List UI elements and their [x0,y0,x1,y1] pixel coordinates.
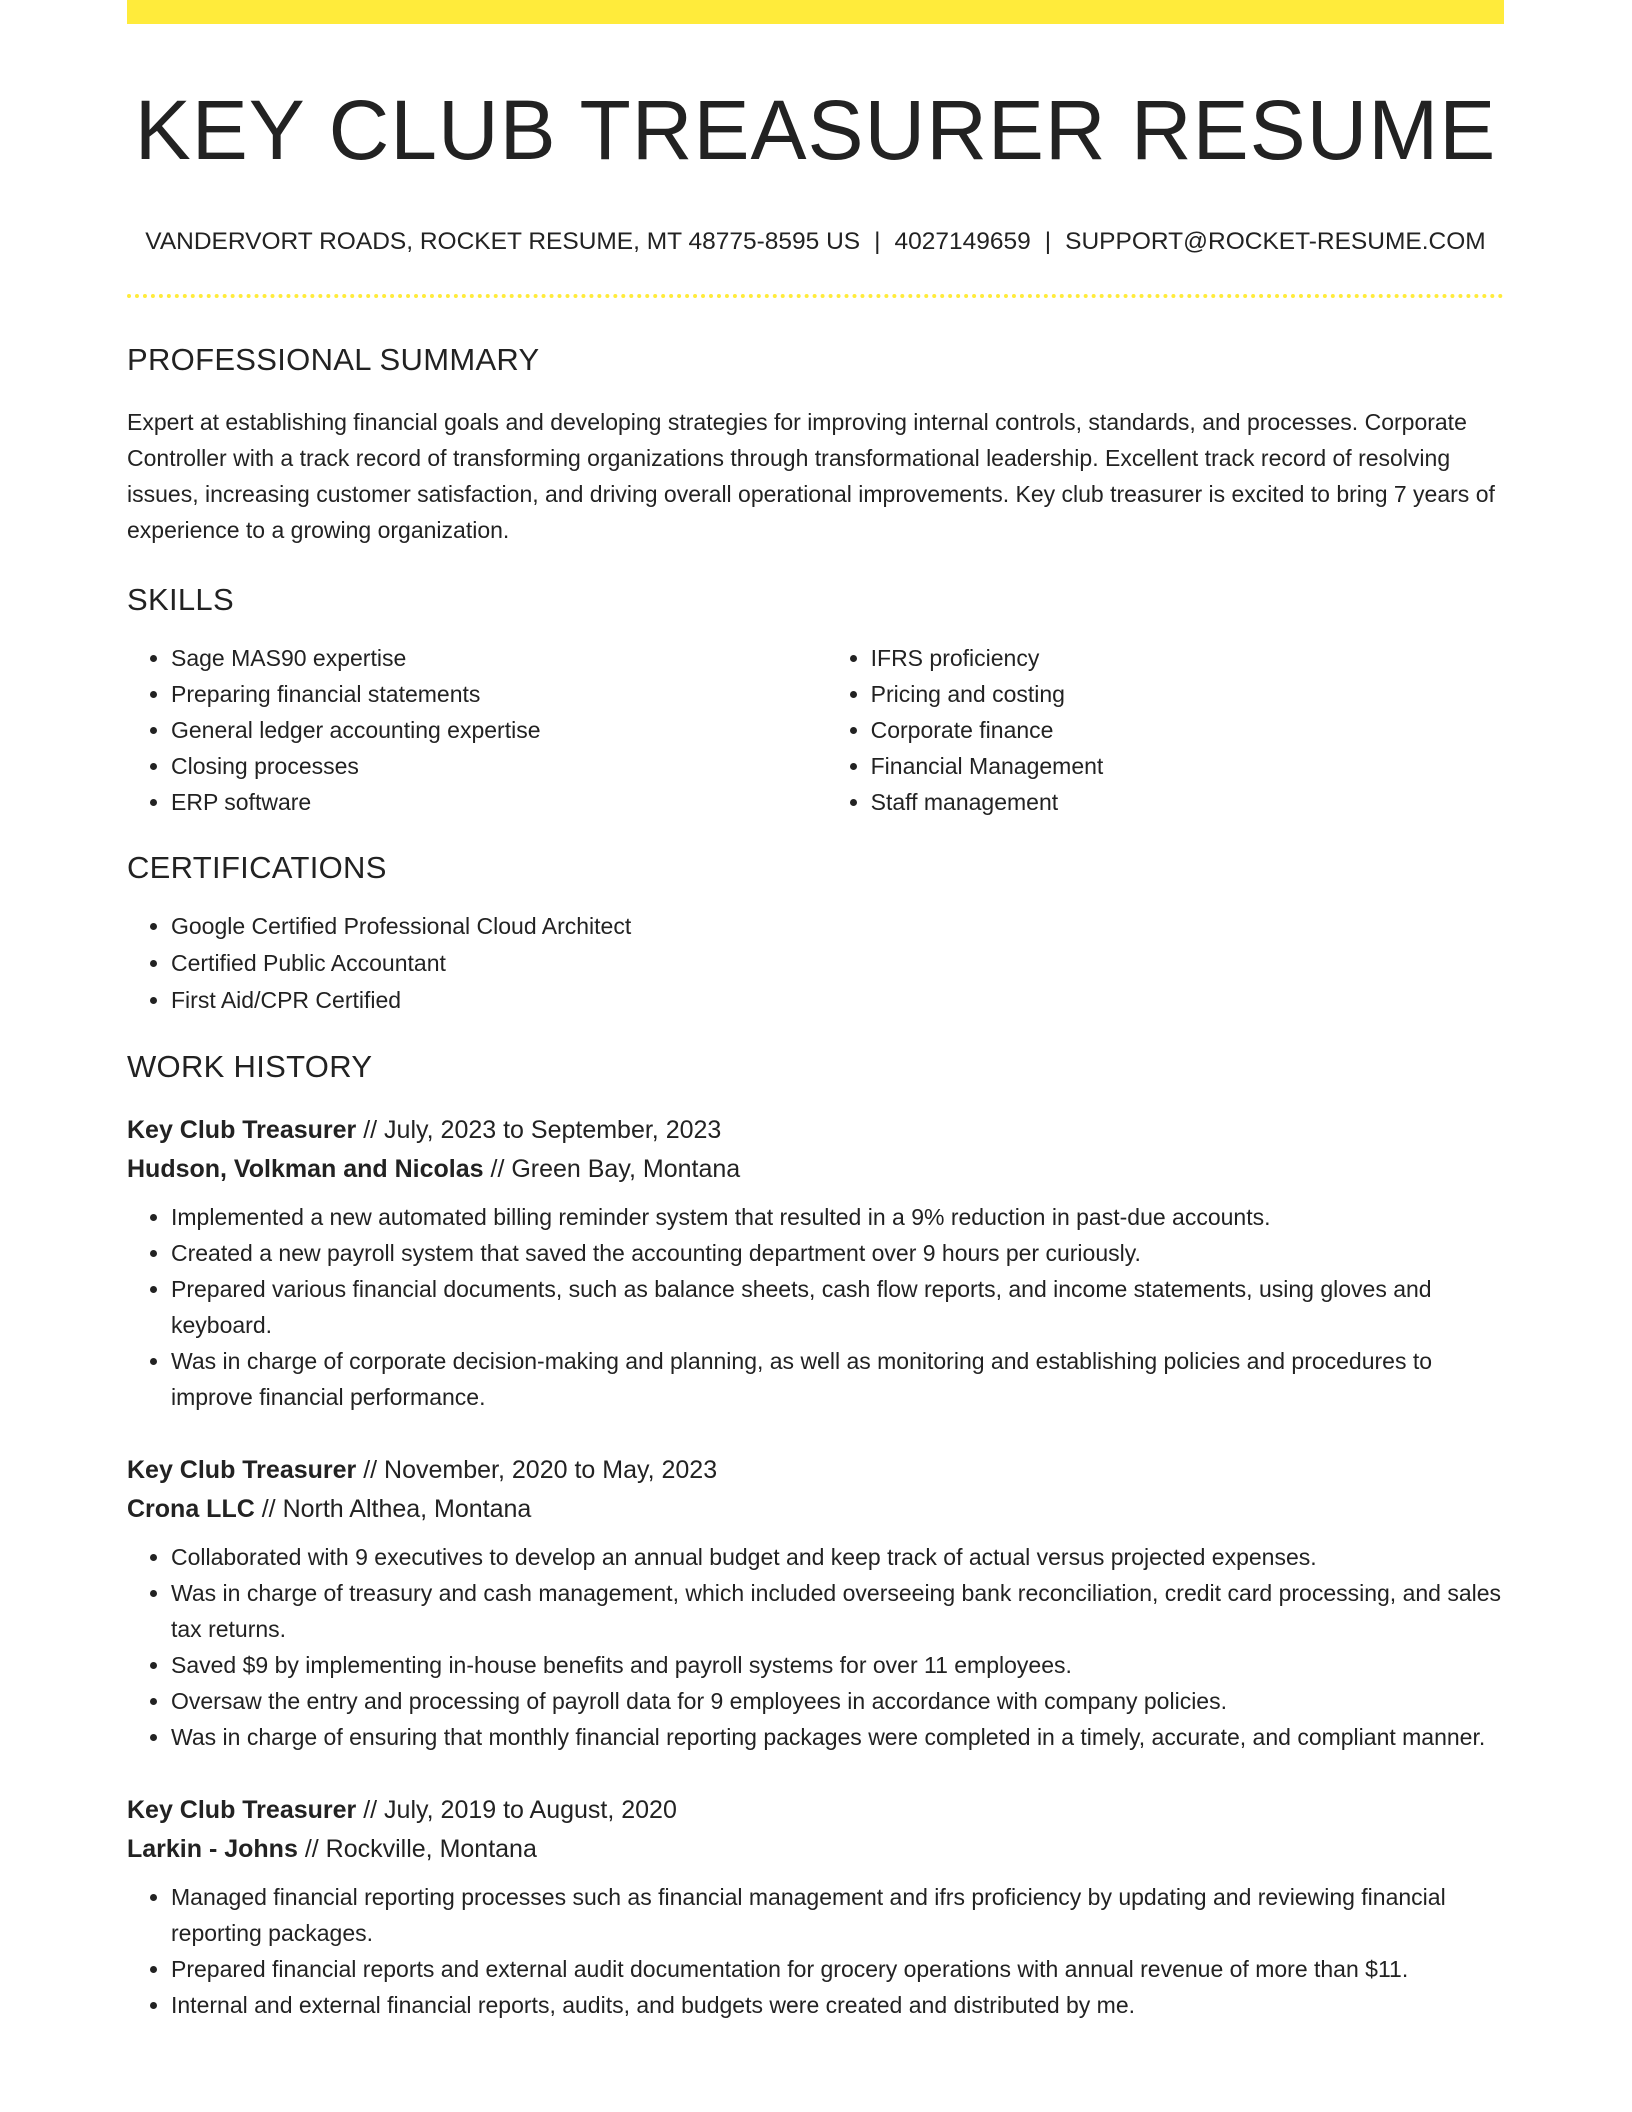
job-company-line [127,1150,1504,1189]
job-bullet: • Prepared financial reports and external audit documentation for grocery operations with annual revenue of more than $11. [171,1951,1504,1987]
address: VANDERVORT ROADS, ROCKET RESUME, MT 48775-8595 US [145,228,861,256]
job-role-line [127,1451,1504,1490]
job-company: Hudson, Volkman and Nicolas [127,1155,484,1184]
contact-separator: | [874,228,881,256]
job-location: // Green Bay, Montana [483,1155,741,1184]
job-role-line [127,1111,1504,1150]
certification-item: • Certified Public Accountant [171,945,1504,982]
job-bullet: • Managed financial reporting processes such as financial management and ifrs proficiency by updating and reviewing financial reporting packages. [171,1879,1504,1951]
job-bullet: • Created a new payroll system that saved the accounting department over 9 hours per curiously. [171,1235,1504,1271]
job-company: Larkin - Johns [127,1835,298,1864]
contact-line [127,228,1504,256]
resume-title: KEY CLUB TREASURER RESUME [134,83,1497,177]
job-entry [127,1111,1504,1415]
job-location: // North Althea, Montana [254,1495,532,1524]
job-bullet: • Implemented a new automated billing reminder system that resulted in a 9% reduction in past-due accounts. [171,1199,1504,1235]
certification-item: • First Aid/CPR Certified [171,982,1504,1019]
job-role: Key Club Treasurer [127,1796,357,1825]
skill-item: • Preparing financial statements [171,676,827,712]
job-company-line [127,1490,1504,1529]
skills-column-left [127,640,827,820]
skill-item: • Staff management [871,784,1504,820]
job-bullet: • Was in charge of treasury and cash management, which included overseeing bank reconciliation, credit card processing, and sales tax returns. [171,1575,1504,1647]
job-location: // Rockville, Montana [297,1835,537,1864]
job-company-line [127,1830,1504,1869]
job-bullets [127,1879,1504,2023]
phone: 4027149659 [894,228,1031,256]
job-role: Key Club Treasurer [127,1116,357,1145]
job-bullet: • Internal and external financial reports, audits, and budgets were created and distributed by me. [171,1987,1504,2023]
job-role-line [127,1791,1504,1830]
job-dates: // July, 2019 to August, 2020 [356,1796,677,1825]
job-bullet: • Oversaw the entry and processing of payroll data for 9 employees in accordance with company policies. [171,1683,1504,1719]
job-bullets [127,1539,1504,1755]
skill-item: • Financial Management [871,748,1504,784]
accent-bar [127,0,1504,24]
certifications-heading: CERTIFICATIONS [127,850,387,886]
skill-item: • Closing processes [171,748,827,784]
certifications-list [127,908,1504,1019]
job-bullet: • Prepared various financial documents, such as balance sheets, cash flow reports, and income statements, using gloves and keyboard. [171,1271,1504,1343]
job-bullet: • Collaborated with 9 executives to develop an annual budget and keep track of actual versus projected expenses. [171,1539,1504,1575]
job-role: Key Club Treasurer [127,1456,357,1485]
job-entry [127,1451,1504,1755]
skills-column-right [827,640,1504,820]
work-history-heading: WORK HISTORY [127,1049,373,1085]
contact-separator: | [1044,228,1052,256]
job-dates: // November, 2020 to May, 2023 [356,1456,718,1485]
email: SUPPORT@ROCKET-RESUME.COM [1065,228,1486,256]
job-bullet: • Was in charge of ensuring that monthly financial reporting packages were completed in a timely, accurate, and compliant manner. [171,1719,1504,1755]
job-company: Crona LLC [127,1495,255,1524]
skill-item: • Pricing and costing [871,676,1504,712]
skills-heading: SKILLS [127,582,234,618]
job-entry [127,1791,1504,2023]
job-bullet: • Was in charge of corporate decision-making and planning, as well as monitoring and establishing policies and procedures to improve financial performance. [171,1343,1504,1415]
skill-item: • Sage MAS90 expertise [171,640,827,676]
resume-page [127,0,1504,2023]
job-dates: // July, 2023 to September, 2023 [356,1116,722,1145]
skill-item: • Corporate finance [871,712,1504,748]
summary-text: Expert at establishing financial goals and developing strategies for improving internal controls, standards, and processes. Corporate Controller with a track record of transforming organizations through transformational leadership. Excellent track record of resolving issues, increasing customer satisfaction, and driving overall operational improvements. Key club treasurer is excited to bring 7 years of experience to a growing organization. [127,409,1495,544]
summary-heading: PROFESSIONAL SUMMARY [127,342,540,378]
skills-list [127,640,1504,820]
job-bullets [127,1199,1504,1415]
certification-item: • Google Certified Professional Cloud Architect [171,908,1504,945]
skill-item: • General ledger accounting expertise [171,712,827,748]
dotted-divider [127,294,1504,298]
job-bullet: • Saved $9 by implementing in-house benefits and payroll systems for over 11 employees. [171,1647,1504,1683]
skill-item: • IFRS proficiency [871,640,1504,676]
skill-item: • ERP software [171,784,827,820]
